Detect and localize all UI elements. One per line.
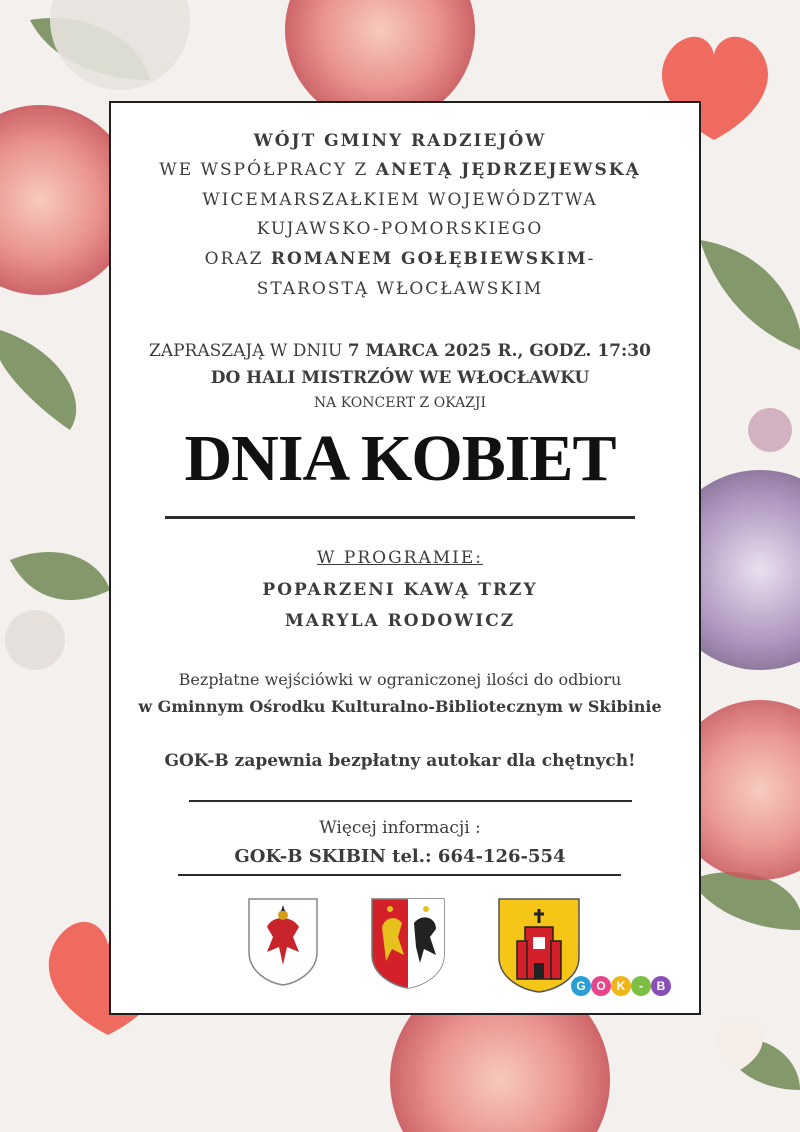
aneta-name: ANETĄ JĘDRZEJEWSKĄ	[375, 160, 641, 180]
radziejow-coat-icon	[497, 897, 581, 993]
invite-line-1: ZAPRASZAJĄ W DNIU 7 MARCA 2025 R., GODZ. 17:30	[149, 341, 651, 361]
gokb-letter-k: K	[616, 979, 626, 993]
gokb-letter-g: G	[576, 979, 586, 993]
tickets-line-1: Bezpłatne wejściówki w ograniczonej ilości do odbioru	[178, 670, 622, 689]
header-line-4: KUJAWSKO-POMORSKIEGO	[256, 219, 544, 239]
event-title: DNIA KOBIET	[184, 422, 616, 495]
bus-info: GOK-B zapewnia bezpłatny autokar dla chętnych!	[164, 751, 636, 771]
contact-divider-top	[189, 800, 632, 802]
gokb-letter-o: O	[596, 979, 606, 993]
wloclawski-county-coat-icon	[370, 897, 446, 989]
header-line-2: WE WSPÓŁPRACY Z ANETĄ JĘDRZEJEWSKĄ	[159, 160, 641, 180]
tickets-line-2: w Gminnym Ośrodku Kulturalno-Bibliotecznym w Skibinie	[138, 697, 662, 716]
header-line-1: WÓJT GMINY RADZIEJÓW	[253, 131, 547, 151]
program-item-2: MARYLA RODOWICZ	[284, 611, 516, 631]
program-item-1: POPARZENI KAWĄ TRZY	[262, 580, 538, 600]
gokb-letter-b: B	[656, 979, 666, 993]
contact-divider-bottom	[178, 874, 621, 876]
header-line-6: STAROSTĄ WŁOCŁAWSKIM	[256, 279, 544, 299]
gokb-letter-dash: -	[639, 979, 643, 993]
program-heading: W PROGRAMIE:	[317, 548, 483, 568]
invite-line-2: DO HALI MISTRZÓW WE WŁOCŁAWKU	[210, 368, 590, 388]
gok-b-logo	[570, 975, 674, 997]
roman-name: ROMANEM GOŁĘBIEWSKIM	[270, 249, 588, 269]
event-date: 7 MARCA 2025 R., GODZ. 17:30	[347, 341, 651, 361]
contact-phone: GOK-B SKIBIN tel.: 664-126-554	[234, 846, 566, 867]
invite-line-3: NA KONCERT Z OKAZJI	[313, 395, 487, 411]
header-line-5: ORAZ ROMANEM GOŁĘBIEWSKIM-	[204, 249, 596, 269]
kujawsko-pomorskie-coat-icon	[247, 897, 319, 987]
header-line-3: WICEMARSZAŁKIEM WOJEWÓDZTWA	[202, 190, 598, 210]
title-divider	[165, 516, 635, 519]
contact-label: Więcej informacji :	[319, 818, 481, 838]
